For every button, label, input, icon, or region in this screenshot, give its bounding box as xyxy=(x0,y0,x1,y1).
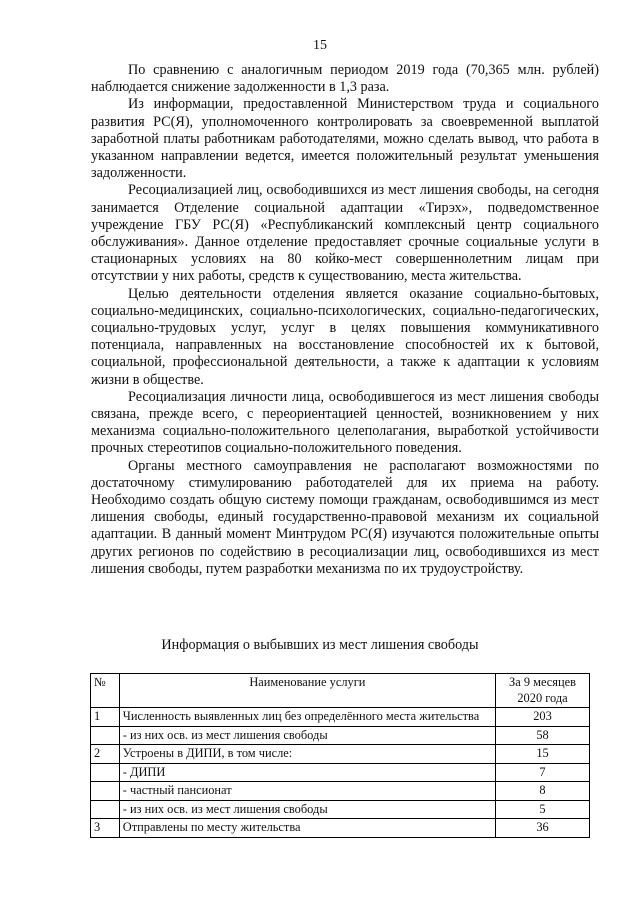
header-service-name: Наименование услуги xyxy=(119,674,495,708)
row-value: 7 xyxy=(496,763,590,782)
table-row xyxy=(91,782,590,801)
table-caption: Информация о выбывших из мест лишения свободы xyxy=(161,637,479,653)
row-value: 8 xyxy=(496,782,590,801)
row-name: - частный пансионат xyxy=(119,782,495,801)
row-number: 3 xyxy=(91,819,120,838)
paragraph: Ресоциализацией лиц, освободившихся из мест лишения свободы, на сегодня занимается Отделение социальной адаптации «Тирэх», подведомственное учреждение ГБУ РС(Я) «Республиканский комплексный центр социального обслуживания». Данное отделение предоставляет срочные социальные услуги в стационарных условиях на 80 койко-мест совершеннолетним лицам при отсутствии у них работы, средств к существованию, места жительства. xyxy=(91,182,599,285)
table-row xyxy=(91,726,590,745)
row-name: - из них осв. из мест лишения свободы xyxy=(119,800,495,819)
row-name: Устроены в ДИПИ, в том числе: xyxy=(119,745,495,764)
row-value: 58 xyxy=(496,726,590,745)
paragraph: Ресоциализация личности лица, освободившегося из мест лишения свободы связана, прежде всего, с переориентацией ценностей, возникновением у них механизма социально-положительного целеполагания, выработкой устойчивости прочных стереотипов социально-положительного поведения. xyxy=(91,388,599,457)
row-name: Численность выявленных лиц без определённого места жительства xyxy=(119,708,495,727)
row-name: - из них осв. из мест лишения свободы xyxy=(119,726,495,745)
paragraph: Из информации, предоставленной Министерством труда и социального развития РС(Я), уполномоченного контролировать за своевременной выплатой заработной платы работникам работодателями, можно сделать вывод, что работа в указанном направлении ведется, имеется положительный результат уменьшения задолженности. xyxy=(91,96,599,182)
table-row xyxy=(91,800,590,819)
page-number: 15 xyxy=(313,38,327,53)
row-value: 203 xyxy=(496,708,590,727)
body-text xyxy=(91,62,599,578)
row-number xyxy=(91,726,120,745)
row-number: 1 xyxy=(91,708,120,727)
table-row xyxy=(91,763,590,782)
table-header-row xyxy=(91,674,590,708)
table-row xyxy=(91,745,590,764)
table-row xyxy=(91,708,590,727)
row-name: - ДИПИ xyxy=(119,763,495,782)
services-table xyxy=(90,673,590,838)
row-number: 2 xyxy=(91,745,120,764)
paragraph: Целью деятельности отделения является оказание социально-бытовых, социально-медицинских, социально-психологических, социально-педагогических, социально-трудовых услуг, услуг в целях повышения коммуникативного потенциала, направленных на восстановление способностей их к бытовой, социальной, профессиональной деятельности, а также к адаптации к условиям жизни в обществе. xyxy=(91,285,599,388)
paragraph: Органы местного самоуправления не располагают возможностями по достаточному стимулированию работодателей для их приема на работу. Необходимо создать общую систему помощи гражданам, освободившимся из мест лишения свободы, единый государственно-правовой механизм их социальной адаптации. В данный момент Минтрудом РС(Я) изучаются положительные опыты других регионов по содействию в ресоциализации лиц, освободившихся из мест лишения свободы, путем разработки механизма по их трудоустройству. xyxy=(91,457,599,577)
row-name: Отправлены по месту жительства xyxy=(119,819,495,838)
row-number xyxy=(91,800,120,819)
header-period: За 9 месяцев 2020 года xyxy=(496,674,590,708)
row-number xyxy=(91,782,120,801)
row-value: 15 xyxy=(496,745,590,764)
row-value: 5 xyxy=(496,800,590,819)
row-value: 36 xyxy=(496,819,590,838)
header-number: № xyxy=(91,674,120,708)
table-row xyxy=(91,819,590,838)
paragraph: По сравнению с аналогичным периодом 2019 года (70,365 млн. рублей) наблюдается снижение задолженности в 1,3 раза. xyxy=(91,62,599,96)
row-number xyxy=(91,763,120,782)
